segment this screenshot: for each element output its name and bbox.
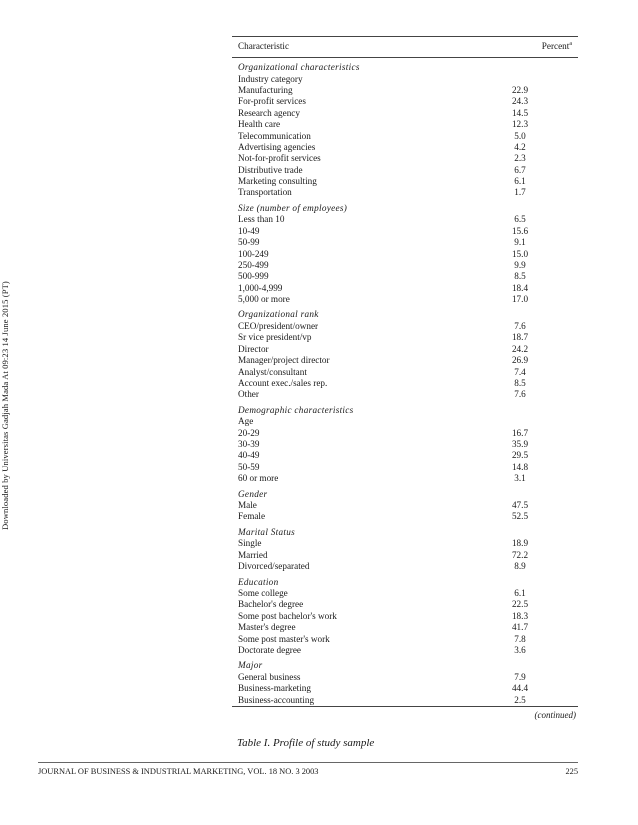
row-label: 40-49 [238, 450, 260, 461]
row-label: 10-49 [238, 225, 260, 236]
row-label: Doctorate degree [238, 644, 301, 655]
table-row [232, 599, 578, 610]
row-label: Some post master's work [238, 633, 330, 644]
section-subheading: Industry category [238, 73, 303, 84]
table-row [232, 153, 578, 164]
table-row [232, 511, 578, 522]
row-percent: 9.9 [514, 259, 526, 270]
table-section [232, 485, 578, 523]
table-section [232, 305, 578, 400]
row-percent: 14.5 [511, 107, 529, 118]
table-row [232, 294, 578, 305]
row-label: For-profit services [238, 96, 306, 107]
row-percent: 1.7 [514, 187, 526, 198]
table-row [232, 428, 578, 439]
table-row [232, 462, 578, 473]
row-percent: 12.3 [511, 119, 529, 130]
table-row [232, 588, 578, 599]
row-percent: 9.1 [514, 237, 526, 248]
row-label: Sr vice president/vp [238, 332, 312, 343]
header-percent: Percent$^a$ [541, 41, 572, 52]
row-label: General business [238, 671, 301, 682]
table-row [232, 645, 578, 656]
row-label: Research agency [238, 107, 300, 118]
section-title: Major [238, 660, 263, 671]
table-row [232, 611, 578, 622]
row-label: Some post bachelor's work [238, 610, 337, 621]
row-percent: 7.6 [514, 320, 526, 331]
table-row [232, 538, 578, 549]
row-percent: 7.6 [514, 389, 526, 400]
row-percent: 6.1 [514, 176, 526, 187]
row-label: Male [238, 500, 257, 511]
row-label: Married [238, 549, 268, 560]
row-label: Advertising agencies [238, 141, 316, 152]
table-row [232, 176, 578, 187]
row-percent: 8.5 [514, 377, 526, 388]
table-caption: Table I. Profile of study sample [237, 737, 375, 749]
table-section [232, 523, 578, 573]
row-label: 250-499 [238, 259, 269, 270]
row-label: Manufacturing [238, 84, 293, 95]
row-percent: 4.2 [514, 141, 526, 152]
table-row [232, 332, 578, 343]
row-label: Account exec./sales rep. [238, 377, 328, 388]
row-label: 500-999 [238, 271, 269, 282]
table-row [232, 561, 578, 572]
row-percent: 18.4 [511, 282, 529, 293]
table-row [232, 165, 578, 176]
section-title: Size (number of employees) [238, 202, 348, 213]
row-percent: 8.5 [514, 271, 526, 282]
row-percent: 3.1 [514, 473, 526, 484]
row-label: 5,000 or more [238, 294, 290, 305]
table-row [232, 187, 578, 198]
row-label: 50-99 [238, 237, 260, 248]
row-percent: 15.6 [511, 225, 529, 236]
table-row [232, 96, 578, 107]
row-label: Bachelor's degree [238, 599, 304, 610]
row-percent: 47.5 [511, 500, 529, 511]
section-title: Gender [238, 488, 268, 499]
table-row [232, 683, 578, 694]
row-percent: 6.7 [514, 164, 526, 175]
table-row [232, 500, 578, 511]
table-row [232, 119, 578, 130]
section-title: Marital Status [238, 526, 296, 537]
table-row [232, 260, 578, 271]
row-label: Business-marketing [238, 683, 311, 694]
row-label: Marketing consulting [238, 176, 317, 187]
row-percent: 22.9 [511, 84, 529, 95]
section-title: Education [238, 576, 279, 587]
table-row [232, 378, 578, 389]
section-title: Demographic characteristics [238, 404, 354, 415]
profile-table [232, 36, 578, 724]
row-percent: 17.0 [511, 294, 529, 305]
row-label: Manager/project director [238, 355, 330, 366]
page-number: 225 [565, 767, 578, 776]
row-percent: 29.5 [511, 450, 529, 461]
table-row [232, 634, 578, 645]
table-row [232, 473, 578, 484]
table-row [232, 550, 578, 561]
row-percent: 2.3 [514, 153, 526, 164]
journal-citation: JOURNAL OF BUSINESS & INDUSTRIAL MARKETING, VOL. 18 NO. 3 2003 [38, 767, 319, 776]
row-percent: 5.0 [514, 130, 526, 141]
row-label: Not-for-profit services [238, 153, 321, 164]
header-characteristic: Characteristic [238, 41, 290, 51]
row-percent: 24.3 [511, 96, 529, 107]
row-percent: 22.5 [511, 599, 529, 610]
row-label: Analyst/consultant [238, 366, 307, 377]
row-percent: 18.7 [511, 332, 529, 343]
row-percent: 44.4 [511, 683, 529, 694]
row-percent: 72.2 [511, 549, 529, 560]
table-row [232, 237, 578, 248]
table-row [232, 249, 578, 260]
table-section [232, 199, 578, 306]
row-percent: 14.8 [511, 461, 529, 472]
row-percent: 7.9 [514, 671, 526, 682]
row-percent: 35.9 [511, 439, 529, 449]
table-row [232, 226, 578, 237]
table-row [232, 85, 578, 96]
row-percent: 7.8 [514, 633, 526, 644]
row-label: Health care [238, 119, 281, 130]
table-row [232, 214, 578, 225]
row-label: Some college [238, 588, 288, 599]
table-section [232, 656, 578, 706]
row-label: Master's degree [238, 622, 296, 633]
table-row [232, 439, 578, 450]
row-label: CEO/president/owner [238, 320, 319, 331]
row-percent: 3.6 [514, 644, 526, 655]
row-percent: 18.3 [511, 610, 529, 621]
row-label: 50-59 [238, 461, 260, 472]
table-row [232, 283, 578, 294]
row-label: 100-249 [238, 248, 269, 259]
row-percent: 8.9 [514, 561, 526, 572]
row-label: 20-29 [238, 427, 260, 438]
table-row [232, 131, 578, 142]
table-section [232, 58, 578, 199]
section-title: Organizational rank [238, 309, 319, 320]
table-row [232, 695, 578, 706]
row-label: 1,000-4,999 [238, 282, 283, 293]
row-label: 30-39 [238, 439, 260, 449]
table-row [232, 367, 578, 378]
table-row [232, 108, 578, 119]
table-row [232, 672, 578, 683]
row-label: Distributive trade [238, 164, 303, 175]
row-percent: 6.5 [514, 214, 526, 225]
download-watermark: Downloaded by Universitas Gadjah Mada At 09:23 14 June 2015 (PT) [0, 281, 10, 530]
table-row [232, 344, 578, 355]
row-label: Single [238, 538, 262, 549]
row-percent: 52.5 [511, 511, 529, 522]
row-label: Business-accounting [238, 694, 315, 705]
table-row [232, 321, 578, 332]
row-percent: 15.0 [511, 248, 529, 259]
continued-note: (continued) [534, 710, 576, 721]
row-label: Other [238, 389, 259, 400]
table-header [232, 37, 578, 57]
row-label: Transportation [238, 187, 292, 198]
table-section [232, 401, 578, 485]
row-percent: 18.9 [511, 538, 529, 549]
row-label: 60 or more [238, 473, 279, 484]
row-percent: 16.7 [511, 427, 529, 438]
table-row [232, 450, 578, 461]
table-row [232, 355, 578, 366]
table-section [232, 573, 578, 657]
row-percent: 41.7 [511, 622, 529, 633]
section-title: Organizational characteristics [238, 62, 360, 73]
table-row [232, 622, 578, 633]
row-percent: 24.2 [511, 343, 529, 354]
row-label: Female [238, 511, 266, 522]
row-label: Divorced/separated [238, 561, 310, 572]
row-percent: 26.9 [511, 355, 529, 366]
row-label: Telecommunication [238, 130, 311, 141]
row-label: Less than 10 [238, 214, 285, 225]
section-subheading: Age [238, 416, 254, 427]
row-percent: 7.4 [514, 366, 526, 377]
row-percent: 2.5 [514, 694, 526, 705]
table-row [232, 142, 578, 153]
table-row [232, 271, 578, 282]
row-percent: 6.1 [514, 588, 526, 599]
row-label: Director [238, 343, 269, 354]
table-body [232, 58, 578, 706]
percent-footnote-marker: a [569, 41, 572, 47]
table-row [232, 389, 578, 400]
page-footer [38, 762, 578, 776]
